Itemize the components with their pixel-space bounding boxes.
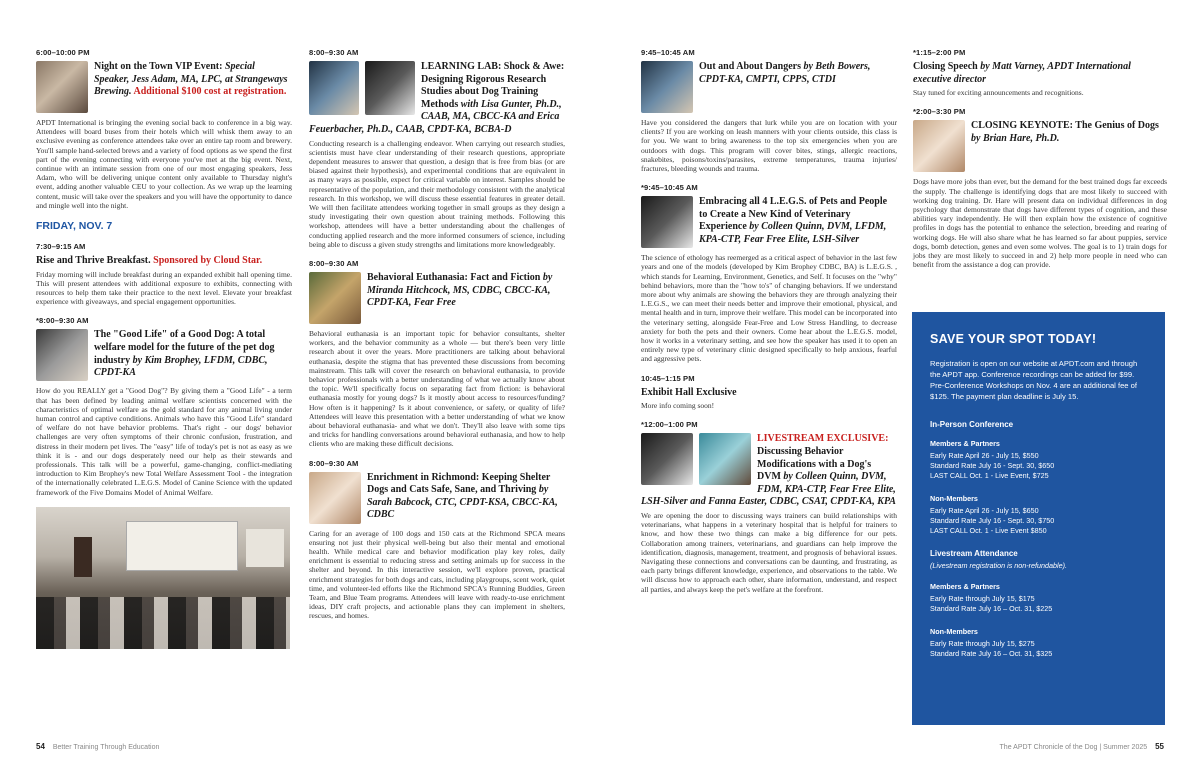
speaker-photo <box>641 433 693 485</box>
session-title: LIVESTREAM EXCLUSIVE: Discussing Behavior Modifications with a Dog's DVM by Colleen Quinn, DVM, FDM, KPA-CTP, Fear Free Elite, LSH-Silver and Fanna Easter, CDBC, CSAT, CPDT-KA, KPA <box>641 433 896 508</box>
inperson-nonmembers: Non-Members Early Rate April 26 - July 15, $650 Standard Rate July 16 - Sept. 30, $750 LAST CALL Oct. 1 - Live Event $850 <box>930 494 1055 535</box>
session-time: 8:00–9:30 AM <box>309 259 359 268</box>
inperson-members: Members & Partners Early Rate April 26 - July 15, $550 Standard Rate July 16 - Sept. 30, $650 LAST CALL Oct. 1 - Live Event, $725 <box>930 439 1055 480</box>
session-title: The "Good Life" of a Good Dog: A total welfare model for the future of the pet dog industry by Kim Brophey, LFDM, CDBC, CPDT-KA <box>94 329 275 379</box>
registration-title: SAVE YOUR SPOT TODAY! <box>930 332 1097 346</box>
session-legs <box>641 183 897 363</box>
session-description: Behavioral euthanasia is an important topic for behavior consultants, shelter workers, and the behavior community as a whole — but there's been very little research about it over the years. More practitioners are talking about behavioral euthanasia, despite the stigma that has prevented these discussions from becoming mainstream. This talk will cover the research on behavioral euthanasia, to provide behavior professionals with a better understanding of what we actually know about the topic. We'll specifically focus on separating fact from fiction: is behavioral euthanasia mostly for young dogs? Is it mostly about access to resources/funding? How often is it happening? Is it about convenience, or safety, or quality of life? Attendees will leave this presentation with a better understanding of what we know about behavioral euthanasia- and what we don't. They'll also leave with some tips and tricks for handling conversations around behavioral euthanasia, and how to help clients who are making these difficult decisions. <box>309 329 565 449</box>
session-description: Conducting research is a challenging endeavor. When carrying out research studies, scientists must have clear understanding of their research questions, appropriate dependent measures to answer that question, a design that is free from bias (or are biased against their hypothesis), and experimental conditions that are equivalent in as many ways as possible, expect for critical variable on interest. Samples should be representative of the population, and their methodology consistent with the analytical research. In this workshop, we will discuss these essential features in greater detail. We will then facilitate attendees working together in small groups as they design a study investigating their own question about training methods. Following this workshop, attendees will have a better understanding about the challenges of conducting applied research and the more informed consumers of science, including being able to discuss a given study strengths and limitations more knowledgeably. <box>309 138 565 249</box>
session-title: Night on the Town VIP Event: Special Speaker, Jess Adam, MA, LPC, at Strangeways Brewing. Additional $100 cost at registration. <box>94 61 288 98</box>
session-title: Closing Speech by Matt Varney, APDT International executive director <box>913 61 1131 85</box>
footer-right <box>1000 742 1164 751</box>
session-time: 7:30–9:15 AM <box>36 242 86 252</box>
session-title: Embracing all 4 L.E.G.S. of Pets and People to Create a New Kind of Veterinary Experience by Colleen Quinn, DVM, LFDM, KPA-CTP, Fear Free Elite, LSH-Silver <box>699 196 888 245</box>
session-title: CLOSING KEYNOTE: The Genius of Dogs by Brian Hare, Ph.D. <box>971 120 1159 144</box>
livestream-nonmembers: Non-Members Early Rate through July 15, $275 Standard Rate July 16 – Oct. 31, $325 <box>930 627 1053 658</box>
livestream-heading: Livestream Attendance <box>930 549 1018 558</box>
session-description: How do you REALLY get a "Good Dog"? By giving them a "Good Life" - a term that has been defined by leading animal welfare scientists concerned with the characteristics of optimal welfare as the gold standard for any animal living under human control and captive conditions. Animals who have this "Good Life" standard of welfare do not have behavior problems. That's right - our dogs' behavior challenges are very often symptoms of their chronic confusion, frustration, and distress in their modern pet lives. The "easy" life of today's pet is not as easy as we think it is - and our dogs desperately need our help as their stewards and professionals. This talk will be a powerful, game-changing, conflict-mediating introduction to Kim Brophey's new Total Welfare Assessment Tool - the integration of the internationally celebrated L.E.G.S. Model of Canine Science with the updated framework of the Five Domains Model of Animal Welfare. <box>36 386 292 497</box>
page-number-left: 54 <box>36 742 45 751</box>
session-description: Friday morning will include breakfast during an expanded exhibit hall opening time. This will present attendees with additional exposure to exhibits, connecting with resources to help them take their practice to the next level. Elevate your breakfast experience with giveaways, and special engagement opportunities. <box>36 269 292 307</box>
livestream-label: LIVESTREAM EXCLUSIVE: <box>757 433 889 445</box>
footer-left <box>36 742 159 751</box>
session-enrichment-richmond <box>309 459 565 621</box>
speaker-photo <box>36 329 88 381</box>
session-time: 10:45–1:15 PM <box>641 373 695 383</box>
session-time: 6:00–10:00 PM <box>36 48 90 57</box>
session-title: LEARNING LAB: Shock & Awe: Designing Rigorous Research Studies about Dog Training Methods with Lisa Gunter, Ph.D., CAAB, MA, CBCC-KA and Erica Feuerbacher, Ph.D., CAAB, CPDT-KA, BCBA-D <box>309 61 565 135</box>
session-good-life <box>36 316 292 496</box>
extra-cost-note: Additional $100 cost at registration. <box>133 86 287 98</box>
session-description: APDT International is bringing the evening social back to conference in a big way. Attendees will board buses from their hotels which will whisk them away to an exclusive evening as conference attendees take over an entire tap room and brewery. You'll sample hand-selected brews and a variety of food options as we spend the first part of the evening connecting with everyone you've met at the big event. Next, continue with an intimate session from one of our most engaging speakers, Jess Adam, who will be delivering unique content only available to Thursday night's event, adding another valuable CEU to your collection. As we wrap up the learning content, music will take over the speakers and you will have the opportunity to dance and mingle well into the night. <box>36 118 292 210</box>
session-livestream-dvm <box>641 420 897 593</box>
speaker-photo <box>641 196 693 248</box>
livestream-members: Members & Partners Early Rate through July 15, $175 Standard Rate July 16 – Oct. 31, $225 <box>930 582 1053 613</box>
column-1 <box>36 48 292 649</box>
session-description: Dogs have more jobs than ever, but the demand for the best trained dogs far exceeds the supply. The challenge is identifying dogs that are most likely to succeed with working dog training. Dr. Hare will present data on individual differences in dog psychology that demonstrate that dogs have different types of cognition, and these abilities vary independently. He will then explain how the existence of cognitive profiles in dogs has the potential to enhance the selection, breeding and rearing of working dogs. He will also share what he has learned so far about puppies, service dogs, bomb detection, genes and even some wolves. The goal is to 1) train dogs for jobs they are most likely to succeed in and 2) help more people in need who can benefit from the assistance a dog can provide. <box>913 177 1167 270</box>
footer-left-text: Better Training Through Education <box>52 744 160 751</box>
column-3 <box>641 48 897 604</box>
session-title: Behavioral Euthanasia: Fact and Fiction by Miranda Hitchcock, MS, CDBC, CBCC-KA, CPDT-KA, Fear Free <box>367 272 553 309</box>
session-closing-keynote <box>913 107 1167 269</box>
session-closing-speech <box>913 48 1167 97</box>
session-time: *1:15–2:00 PM <box>913 48 966 57</box>
column-4 <box>913 48 1167 279</box>
session-time: *12:00–1:00 PM <box>641 420 698 430</box>
session-time: 8:00–9:30 AM <box>309 48 359 57</box>
session-breakfast <box>36 242 292 306</box>
conference-classroom-photo <box>36 507 290 649</box>
session-title: Exhibit Hall Exclusive <box>641 386 737 398</box>
session-description: Have you considered the dangers that lurk while you are on location with your clients? If you are working on leash manners with your clients outside, this class is for you. We want to bring awareness to the top six emergencies when you are outdoors with dogs. This program will cover bites, stings, allergic reactions, snakebites, poisons/toxins/parasites, extreme temperatures, trauma injuries/ fractures, bleeding wounds and trauma. <box>641 118 897 174</box>
registration-intro: Registration is open on our website at APDT.com and through the APDT app. Conference recordings can be added for $99. Pre-Conference Workshops on Nov. 4 are an additional fee of $125. The payment plan deadline is July 15. <box>930 359 1138 401</box>
session-night-on-town <box>36 48 292 210</box>
speaker-photo <box>309 272 361 324</box>
session-description: Caring for an average of 100 dogs and 150 cats at the Richmond SPCA means ensuring not just their physical well-being but also their mental and emotional health. While medical care and behavior modification play key roles, daily enrichment is essential to reducing stress and setting animals up for success in the shelter and beyond. In this interactive session, we'll explore proven, practical enrichment strategies for both dogs and cats, including playgroups, scent work, quiet time, and volunteer-led efforts like the Richmond SPCA's Running Buddies, Green Team, and Blue Team programs. Attendees will leave with ready-to-use enrichment ideas, DIY craft projects, and actionable plans they can implement in shelters, rescues, and homes. <box>309 528 565 621</box>
speaker-photo <box>699 433 751 485</box>
session-title: Enrichment in Richmond: Keeping Shelter Dogs and Cats Safe, Sane, and Thriving by Sarah Babcock, CTC, CPDT-KSA, CBCC-KA, CDBC <box>367 471 558 521</box>
inperson-heading: In-Person Conference <box>930 420 1014 429</box>
session-time: *8:00–9:30 AM <box>36 316 89 326</box>
speaker-photo <box>36 61 88 113</box>
speaker-photo <box>309 472 361 524</box>
livestream-note: (Livestream registration is non-refundable). <box>930 561 1068 570</box>
column-2 <box>309 48 565 631</box>
session-description: Stay tuned for exciting announcements and recognitions. <box>913 88 1084 98</box>
session-description: More info coming soon! <box>641 401 715 411</box>
session-time: 8:00–9:30 AM <box>309 458 359 468</box>
session-description: The science of ethology has reemerged as a critical aspect of behavior in the last few years and one of the models (developed by Kim Brophey CDBC, BA) is L.E.G.S. , which stands for Learning, Environment, Genetics, and Self. It focuses on the "why" behind behaviors, more than the "how to's" of changing behaviors. If we understand more about why animals are showing the behaviors they are through analyzing their L.E.G.S., we can meet their needs better and improve their emotional, physical, and mental health and in turn, improve their welfare. This model can be incorporated into the veterinary setting, alongside Fear-Free and Low Stress Handling, to decrease anxiety for both the pets and their owners. Come hear about the L.E.G.S. model, how it works in a veterinary setting, and see how the speaker has used it to open an entirely new type of veterinary clinic designed specifically to help anxious, fearful and aggressive pets. <box>641 253 897 364</box>
speaker-photo <box>913 120 965 172</box>
session-time: *9:45–10:45 AM <box>641 183 698 193</box>
session-exhibit-hall <box>641 374 897 411</box>
session-title: Rise and Thrive Breakfast. Sponsored by Cloud Star. <box>36 255 263 267</box>
session-behavioral-euthanasia <box>309 259 565 449</box>
session-learning-lab <box>309 48 565 249</box>
session-out-about-dangers <box>641 48 897 173</box>
speaker-photo <box>641 61 693 113</box>
session-description: We are opening the door to discussing ways trainers can build relationships with veterinarians, what happens in a veterinary hospital that is helpful for trainers to know, and how these two things can make a big difference for our pets. Collaboration among trainers, veterinarians, and guardians can help improve the identification, diagnosis, management, treatment, and prognosis of behavioral issues. Navigating these connections and conversations can be daunting, and frustrating, as each party brings different knowledge, experience, and observations to the table. We will discuss how to approach each other, share information, understand, and respect all parties, and always keep the pet's welfare at the forefront. <box>641 511 897 594</box>
session-time: *2:00–3:30 PM <box>913 107 966 117</box>
registration-box <box>912 312 1165 725</box>
session-title: Out and About Dangers by Beth Bowers, CPDT-KA, CMPTI, CPPS, CTDI <box>699 61 871 85</box>
session-time: 9:45–10:45 AM <box>641 48 695 57</box>
day-heading: FRIDAY, NOV. 7 <box>36 220 113 233</box>
speaker-photo <box>365 61 415 115</box>
footer-right-text: The APDT Chronicle of the Dog | Summer 2025 <box>999 744 1148 751</box>
speaker-photo <box>309 61 359 115</box>
page-number-right: 55 <box>1155 742 1164 751</box>
sponsor-note: Sponsored by Cloud Star. <box>153 255 263 267</box>
